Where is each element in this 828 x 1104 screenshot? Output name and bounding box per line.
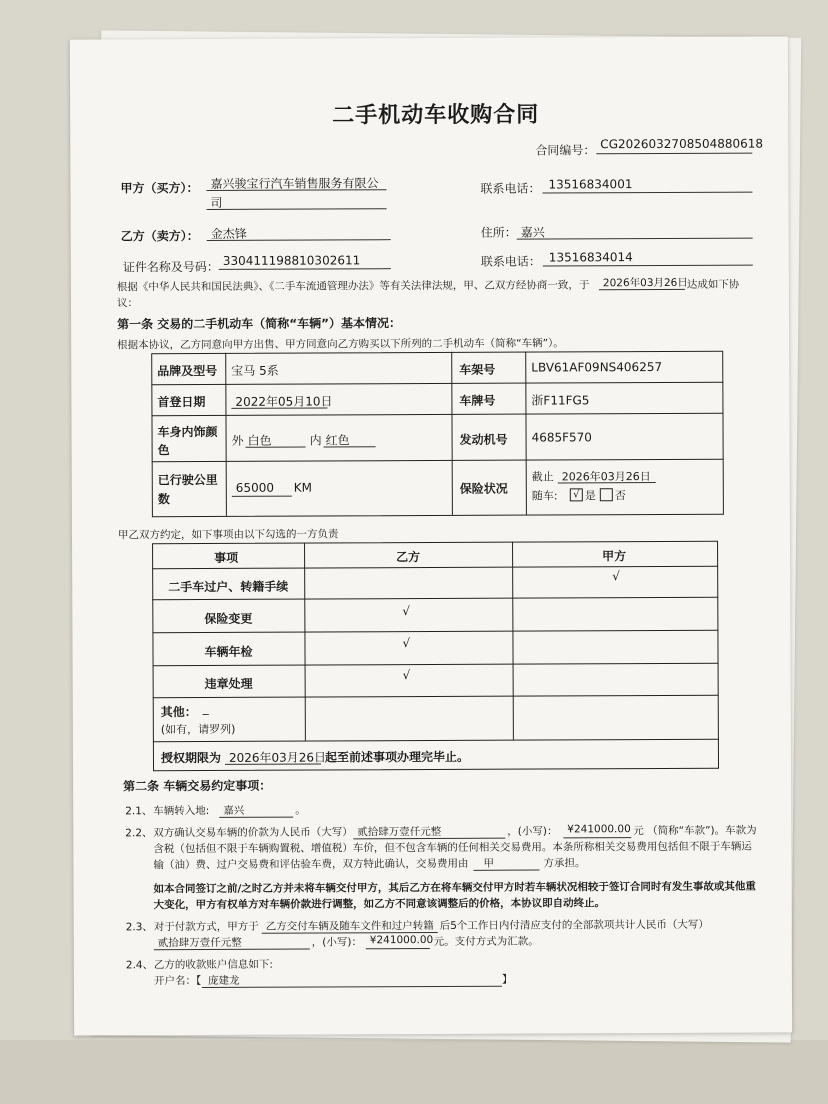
interior-prefix: 内 — [309, 433, 322, 448]
insurance-no-checkbox[interactable] — [600, 488, 613, 501]
clause-2-2-line3b: 方承担。 — [543, 857, 586, 870]
clause-2-3-text2: 后5个工作日内付清应支付的全部款项共计人民币（大写） — [439, 918, 709, 932]
party-b-id-underline — [219, 268, 391, 270]
contract-number-label: 合同编号： — [535, 143, 596, 158]
contract-number-underline — [596, 153, 752, 155]
clause-2-3-text1: 对于付款方式，甲方于 — [153, 920, 259, 934]
insurance-with-car-label: 随车: — [531, 489, 558, 503]
party-a-underline-2 — [207, 208, 387, 210]
auth-suffix: 起至前述事项办理完毕止。 — [324, 749, 470, 765]
clause-2-3-text3: 元。支付方式为汇款。 — [433, 935, 539, 948]
party-b-phone-underline — [543, 265, 753, 267]
reg-date-value: 2022年05月10日 — [235, 394, 333, 409]
notice-bold-line1: 如本合同签订之前/之时乙方并未将车辆交付甲方，其后乙方在将车辆交付甲方时若车辆状况相较于签订合同时有发生事故或其他重 — [153, 880, 756, 896]
color-label-1: 车身内饰颜 — [157, 424, 218, 440]
clause-2-1-value: 嘉兴 — [223, 804, 245, 817]
party-b-name: 金杰锋 — [210, 226, 247, 241]
clause-2-2-text1: 双方确认交易车辆的价款为人民币（大写） — [153, 826, 353, 840]
responsibility-intro: 甲乙双方约定，如下事项由以下勾选的一方负责 — [117, 528, 339, 542]
mileage-unit: KM — [293, 480, 313, 495]
other-note: (如有，请罗列) — [160, 722, 236, 737]
color-label-2: 色 — [157, 443, 170, 458]
exterior-prefix: 外 — [231, 433, 244, 448]
document-title: 二手机动车收购合同 — [332, 102, 540, 129]
row-violation-b[interactable]: √ — [402, 668, 411, 683]
clause-2-1-number: 2.1、 — [125, 805, 153, 818]
party-a-name-line2: 司 — [210, 195, 223, 210]
clause-2-1-label: 车辆转入地: — [153, 804, 210, 818]
engine-label: 发动机号 — [459, 432, 508, 447]
party-a-name-line1: 嘉兴骏宝行汽车销售服务有限公 — [210, 176, 379, 191]
party-b-address-label: 住所： — [480, 225, 517, 240]
article1-heading: 第一条 交易的二手机动车（简称“车辆”）基本情况： — [117, 316, 402, 332]
plate-value: 浙F11FG5 — [531, 393, 590, 408]
vin-value: LBV61AF09NS406257 — [531, 359, 663, 375]
account-name-label: 开户名：【 — [153, 975, 202, 988]
brand-label: 品牌及型号 — [157, 363, 218, 379]
engine-value: 4685F570 — [531, 430, 592, 445]
reg-date-label: 首登日期 — [157, 394, 206, 410]
party-a-phone: 13516834001 — [548, 177, 633, 192]
clause-2-2-amount-upper: 贰拾肆万壹仟元整 — [357, 825, 442, 839]
preamble-suffix: 达成如下协 — [686, 278, 740, 291]
clause-2-2-amount-small: ¥241000.00 — [567, 823, 631, 836]
col-party-a-header: 甲方 — [602, 549, 627, 564]
party-a-label: 甲方（买方）： — [120, 181, 199, 196]
party-b-id-number: 330411198810302611 — [222, 253, 361, 268]
brand-value: 宝马 5系 — [231, 363, 279, 378]
party-b-phone: 13516834014 — [548, 250, 633, 265]
desk-surface — [0, 1040, 828, 1104]
row-insurance-b[interactable]: √ — [402, 604, 411, 619]
mileage-label-2: 数 — [157, 492, 170, 507]
auth-label: 授权期限为 — [160, 750, 222, 766]
insurance-yes-checkbox[interactable]: √ — [570, 488, 583, 501]
clause-2-2-small-label: ，(小写)： — [507, 825, 558, 838]
preamble-date-underline — [599, 289, 685, 290]
row-inspection-item: 车辆年检 — [204, 644, 253, 659]
other-label: 其他： — [160, 705, 197, 720]
exterior-color: 白色 — [247, 433, 272, 448]
clause-2-2-number: 2.2、 — [125, 827, 153, 840]
insurance-yes-label: 是 — [584, 489, 596, 503]
insurance-label: 保险状况 — [459, 481, 508, 496]
mileage-value: 65000 — [235, 480, 275, 495]
vin-label: 车架号 — [459, 362, 496, 377]
row-insurance-item: 保险变更 — [204, 611, 253, 626]
plate-label: 车牌号 — [459, 393, 496, 408]
row-violation-item: 违章处理 — [204, 676, 253, 691]
clause-2-3-amount-small: ¥241000.00 — [369, 933, 434, 947]
auth-date: 2026年03月26日 — [228, 750, 327, 765]
clause-2-2-text2: 元 （简称“车款”)。车款为 — [633, 824, 757, 838]
article2-heading: 第二条 车辆交易约定事项： — [123, 778, 272, 794]
clause-2-3-amount-upper: 贰拾肆万壹仟元整 — [157, 936, 242, 950]
insurance-no-label: 否 — [614, 489, 626, 503]
preamble-date: 2026年03月26日 — [602, 276, 688, 290]
clause-2-3-small-label: ，(小写)： — [311, 936, 363, 949]
party-b-address-underline — [517, 238, 753, 240]
mileage-label-1: 已行驶公里 — [157, 472, 218, 488]
row-transfer-a[interactable]: √ — [612, 569, 620, 584]
party-b-name-underline — [207, 239, 391, 241]
clause-2-1-end: 。 — [295, 804, 306, 817]
notice-bold-line2: 大变化，甲方有权单方对车辆价款进行调整，如乙方不同意该调整后的价格，本协议即自动终止。 — [153, 897, 606, 912]
preamble-line2: 议： — [116, 297, 139, 310]
other-value: _ — [202, 700, 209, 715]
insurance-until-prefix: 截止 — [531, 470, 554, 484]
article1-intro: 根据本协议，乙方同意向甲方出售、甲方同意向乙方购买以下所列的二手机动车（简称“车辆”）。 — [117, 337, 564, 352]
clause-2-2-payer: 甲 — [483, 857, 494, 870]
account-name: 庞建龙 — [207, 974, 240, 987]
row-inspection-b[interactable]: √ — [402, 636, 411, 651]
clause-2-4-text: 乙方的收款账户信息如下: — [153, 958, 273, 972]
clause-2-4-number: 2.4、 — [125, 959, 154, 972]
party-b-id-label: 证件名称及号码： — [122, 259, 219, 275]
clause-2-2-line2: 含税（包括但不限于车辆购置税、增值税）车价，但不包含车辆的任何相关交易费用。本条所称相关交易费用包括但不限于车辆运 — [153, 840, 752, 856]
clause-2-2-line3a: 输（油）费、过户交易费和评估验车费，双方特此确认，交易费用由 — [153, 857, 469, 872]
party-a-phone-underline — [543, 192, 753, 194]
col-item-header: 事项 — [214, 550, 239, 565]
party-b-address: 嘉兴 — [520, 225, 545, 240]
account-name-end: 】 — [501, 973, 513, 986]
party-b-label: 乙方（卖方）： — [120, 229, 199, 244]
preamble-text: 根据《中华人民共和国民法典》、《二手车流通管理办法》等有关法律法规，甲、乙双方经协商一致，于 — [116, 279, 590, 294]
clause-2-3-number: 2.3、 — [125, 921, 153, 934]
interior-color: 红色 — [325, 433, 350, 448]
party-b-phone-label: 联系电话： — [480, 254, 541, 269]
contract-number: CG202603270850488061​8 — [600, 136, 764, 152]
party-a-phone-label: 联系电话： — [480, 181, 541, 196]
row-transfer-item: 二手车过户、转籍手续 — [168, 579, 289, 595]
insurance-until-date: 2026年03月26日 — [561, 470, 651, 484]
clause-2-3-condition: 乙方交付车辆及随车文件和过户转籍 — [265, 919, 434, 933]
contract-page — [70, 36, 792, 1035]
col-party-b-header: 乙方 — [396, 550, 421, 565]
